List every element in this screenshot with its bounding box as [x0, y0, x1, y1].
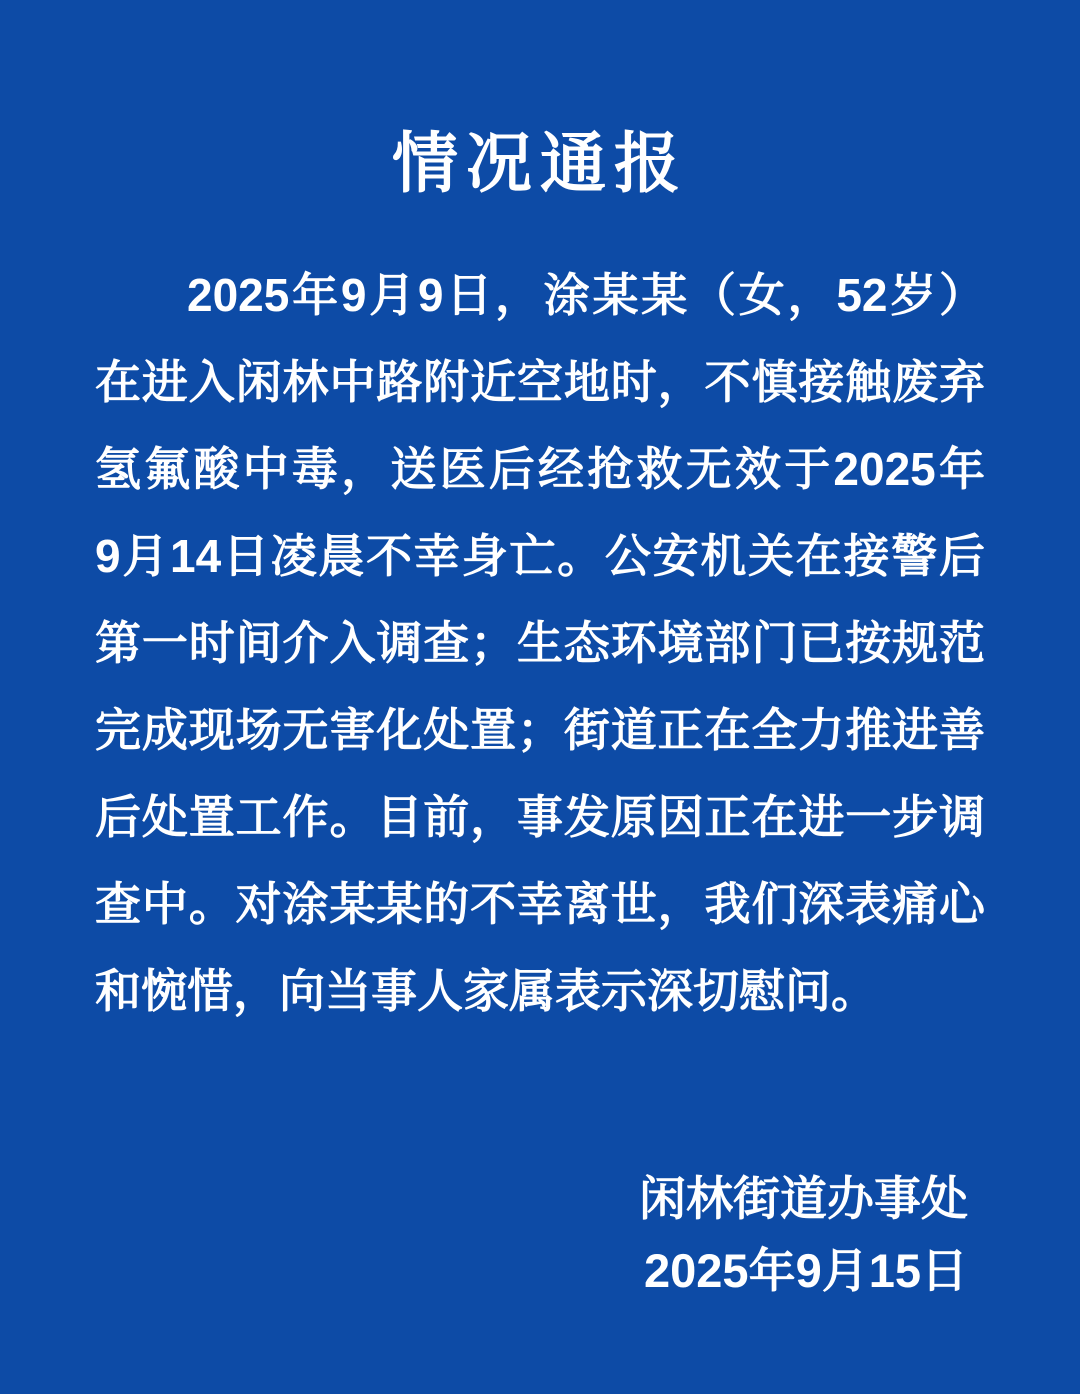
body-line: 和惋惜，向当事人家属表示深切慰问。 — [95, 965, 877, 1017]
body-line: 后处置工作。目前，事发原因正在进一步调 — [95, 791, 985, 843]
body-line: 完成现场无害化处置；街道正在全力推进善 — [95, 704, 985, 756]
body-line: 查中。对涂某某的不幸离世，我们深表痛心 — [95, 878, 985, 930]
signature-organization: 闲林街道办事处 — [639, 1172, 968, 1225]
notice-body — [95, 252, 985, 1035]
signature-date: 2025年9月15日 — [644, 1244, 968, 1297]
body-line: 2025年9月9日，涂某某（女，52岁） — [187, 269, 985, 321]
notice-title: 情况通报 — [392, 126, 688, 200]
body-line: 氢氟酸中毒，送医后经抢救无效于2025年 — [95, 443, 985, 495]
body-line: 在进入闲林中路附近空地时，不慎接触废弃 — [95, 356, 985, 408]
body-line: 9月14日凌晨不幸身亡。公安机关在接警后 — [95, 530, 985, 582]
notice-signature — [0, 1163, 968, 1307]
body-line: 第一时间介入调查；生态环境部门已按规范 — [95, 617, 985, 669]
